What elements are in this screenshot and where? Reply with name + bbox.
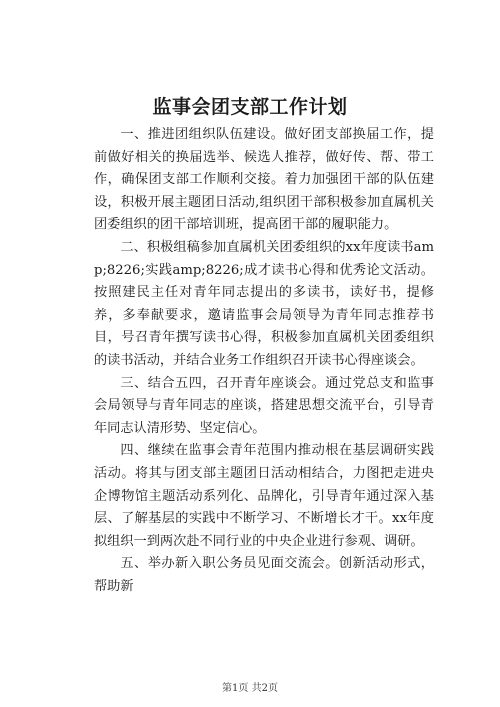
page-number-footer: 第1页 共2页 (222, 683, 278, 694)
paragraph-2: 二、积极组稿参加直属机关团委组织的xx年度读书amp;8226;实践amp;8226;成才读书心得和优秀论文活动。按照建民主任对青年同志提出的多读书，读好书，提修养，多奉献要求，邀请监事会局领导为青年同志推荐书目，号召青年撰写读书心得，积极参加直属机关团委组织的读书活动，并结合业务工作组织召开读书心得座谈会。 (94, 239, 434, 368)
paragraph-3: 三、结合五四，召开青年座谈会。通过党总支和监事会局领导与青年同志的座谈，搭建思想交流平台，引导青年同志认清形势、坚定信心。 (94, 375, 434, 436)
paragraph-5: 五、举办新入职公务员见面交流会。创新活动形式，帮助新 (94, 556, 434, 594)
document-body (94, 124, 434, 598)
paragraph-1: 一、推进团组织队伍建设。做好团支部换届工作，提前做好相关的换届选举、候选人推荐，做好传、帮、带工作，确保团支部工作顺利交接。着力加强团干部的队伍建设，积极开展主题团日活动,组织团干部积极参加直属机关团委组织的团干部培训班，提高团干部的履职能力。 (94, 127, 434, 233)
page-title: 监事会团支部工作计划 (152, 96, 348, 118)
paragraph-4: 四、继续在监事会青年范围内推动根在基层调研实践活动。将其与团支部主题团日活动相结合，力图把走进央企博物馆主题活动系列化、品牌化，引导青年通过深入基层、了解基层的实践中不断学习、不断增长才干。xx年度拟组织一到两次赴不同行业的中央企业进行参观、调研。 (94, 443, 434, 549)
